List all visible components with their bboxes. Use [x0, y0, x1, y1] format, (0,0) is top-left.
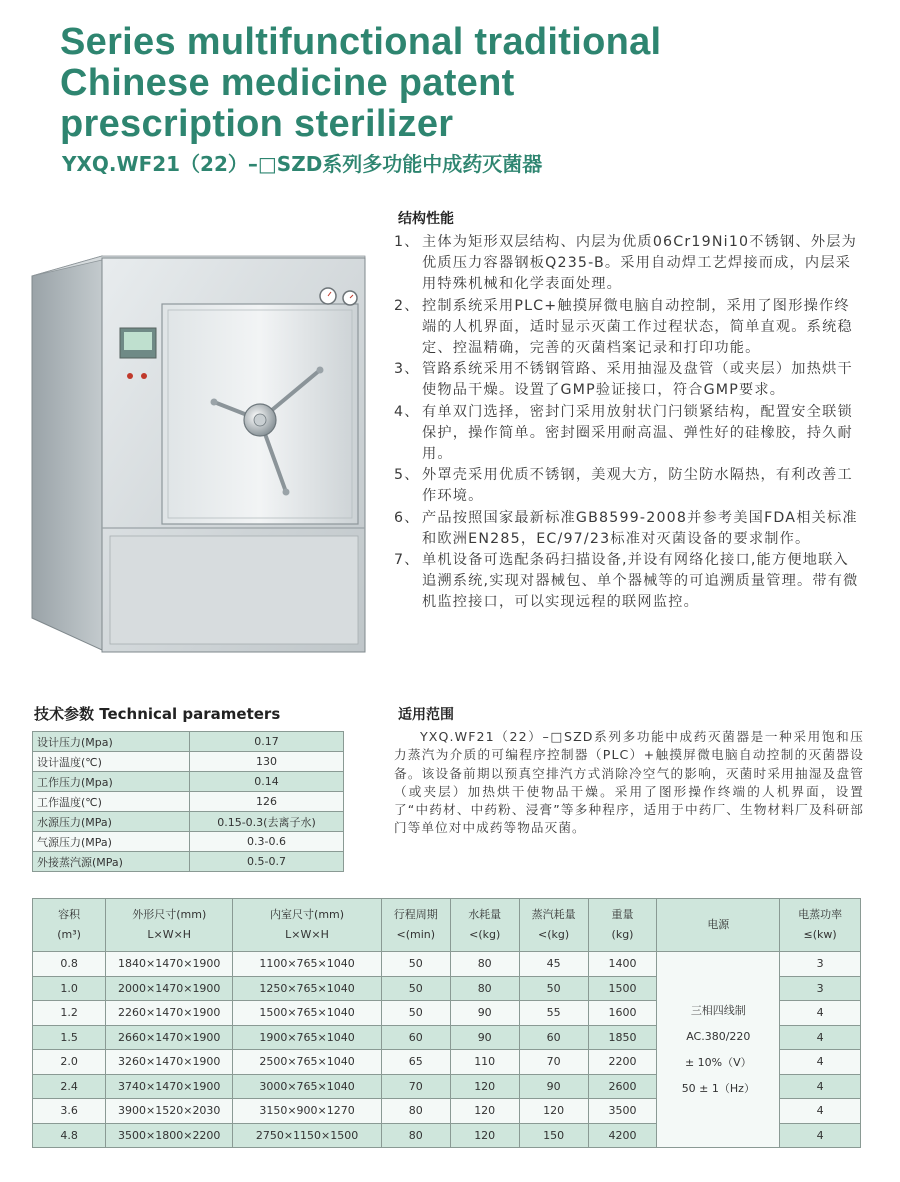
- title-line-1: Series multifunctional traditional: [60, 21, 662, 63]
- table-cell: 50: [381, 952, 450, 977]
- table-cell: 1250×765×1040: [233, 976, 382, 1001]
- table-cell: 1600: [588, 1001, 657, 1026]
- table-cell: 80: [450, 952, 519, 977]
- table-cell: 4: [780, 1074, 861, 1099]
- table-cell: 2500×765×1040: [233, 1050, 382, 1075]
- sterilizer-image: [20, 248, 370, 658]
- param-value: 0.17: [190, 732, 344, 752]
- title-line-3: prescription sterilizer: [60, 103, 454, 145]
- table-row: [33, 852, 344, 872]
- table-cell: 3: [780, 976, 861, 1001]
- column-header: 电蒸功率 ≤(kw): [780, 899, 861, 952]
- table-cell: 3: [780, 952, 861, 977]
- specs-table: [32, 898, 861, 1148]
- table-cell: 2.4: [33, 1074, 106, 1099]
- table-row: [33, 792, 344, 812]
- table-cell: 1900×765×1040: [233, 1025, 382, 1050]
- param-label: 设计温度(℃): [33, 752, 190, 772]
- title-english: [60, 22, 880, 145]
- scope-text: YXQ.WF21（22）–□SZD系列多功能中成药灭菌器是一种采用饱和压力蒸汽为介质的可编程序控制器（PLC）+触摸屏微电脑自动控制的灭菌器设备。该设备前期以预真空排汽方式消除冷空气的影响，灭菌时采用抽湿及盘管（或夹层）加热烘干使物品干燥。采用了图形操作终端的人机界面，设置了“中药材、中药粉、浸膏”等多种程序，适用于中药厂、生物材料厂及科研部门等单位对中成药等物品灭菌。: [394, 729, 864, 836]
- table-cell: 60: [519, 1025, 588, 1050]
- power-line: AC.380/220: [686, 1029, 751, 1043]
- param-label: 工作温度(℃): [33, 792, 190, 812]
- param-value: 0.5-0.7: [190, 852, 344, 872]
- table-cell: 4: [780, 1025, 861, 1050]
- table-cell: 70: [381, 1074, 450, 1099]
- param-label: 水源压力(MPa): [33, 812, 190, 832]
- table-cell: 1400: [588, 952, 657, 977]
- table-cell: 2200: [588, 1050, 657, 1075]
- table-cell: 65: [381, 1050, 450, 1075]
- column-header: 蒸汽耗量 <(kg): [519, 899, 588, 952]
- param-label: 气源压力(MPa): [33, 832, 190, 852]
- table-cell: 150: [519, 1123, 588, 1148]
- structure-item: 2、 控制系统采用PLC+触摸屏微电脑自动控制，采用了图形操作终端的人机界面，适时显示灭菌工作过程状态，简单直观。系统稳定、控温精确，完善的灭菌档案记录和打印功能。: [394, 297, 853, 357]
- power-supply-cell: [657, 952, 780, 1148]
- title-chinese: YXQ.WF21（22）–□SZD系列多功能中成药灭菌器: [62, 152, 543, 176]
- table-cell: 3150×900×1270: [233, 1099, 382, 1124]
- table-cell: 70: [519, 1050, 588, 1075]
- scope-heading: 适用范围: [398, 707, 454, 723]
- table-cell: 1500×765×1040: [233, 1001, 382, 1026]
- tech-params-heading: 技术参数 Technical parameters: [34, 705, 281, 723]
- power-line: ± 10%（V）: [684, 1055, 752, 1069]
- param-value: 126: [190, 792, 344, 812]
- table-cell: 120: [519, 1099, 588, 1124]
- table-row: [33, 772, 344, 792]
- table-cell: 45: [519, 952, 588, 977]
- param-label: 设计压力(Mpa): [33, 732, 190, 752]
- table-cell: 120: [450, 1099, 519, 1124]
- table-cell: 3740×1470×1900: [106, 1074, 233, 1099]
- table-cell: 80: [381, 1099, 450, 1124]
- table-cell: 55: [519, 1001, 588, 1026]
- table-cell: 1850: [588, 1025, 657, 1050]
- table-row: [33, 812, 344, 832]
- table-cell: 4: [780, 1001, 861, 1026]
- column-header: 电源: [657, 899, 780, 952]
- table-cell: 120: [450, 1123, 519, 1148]
- table-cell: 120: [450, 1074, 519, 1099]
- table-cell: 50: [519, 976, 588, 1001]
- table-cell: 3500: [588, 1099, 657, 1124]
- table-cell: 3900×1520×2030: [106, 1099, 233, 1124]
- table-cell: 4: [780, 1050, 861, 1075]
- column-header: 水耗量 <(kg): [450, 899, 519, 952]
- column-header: 重量 (kg): [588, 899, 657, 952]
- table-row: [33, 752, 344, 772]
- table-cell: 4.8: [33, 1123, 106, 1148]
- table-row: [33, 952, 861, 977]
- table-header-row: [33, 899, 861, 952]
- table-cell: 3260×1470×1900: [106, 1050, 233, 1075]
- structure-item: 3、 管路系统采用不锈钢管路、采用抽湿及盘管（或夹层）加热烘干使物品干燥。设置了GMP验证接口，符合GMP要求。: [394, 361, 853, 399]
- column-header: 外形尺寸(mm) L×W×H: [106, 899, 233, 952]
- table-cell: 80: [381, 1123, 450, 1148]
- power-line: 三相四线制: [690, 1003, 746, 1017]
- table-cell: 3000×765×1040: [233, 1074, 382, 1099]
- structure-item: 7、 单机设备可选配条码扫描设备,并设有网络化接口,能方便地联入追溯系统,实现对器械包、单个器械等的可追溯质量管理。带有微机监控接口，可以实现远程的联网监控。: [394, 552, 859, 611]
- column-header: 内室尺寸(mm) L×W×H: [233, 899, 382, 952]
- table-cell: 50: [381, 1001, 450, 1026]
- param-value: 0.15-0.3(去离子水): [190, 812, 344, 832]
- table-cell: 0.8: [33, 952, 106, 977]
- structure-item: 6、 产品按照国家最新标准GB8599-2008并参考美国FDA相关标准和欧洲EN285，EC/97/23标准对灭菌设备的要求制作。: [394, 509, 858, 547]
- table-cell: 4: [780, 1099, 861, 1124]
- table-cell: 2660×1470×1900: [106, 1025, 233, 1050]
- table-cell: 2260×1470×1900: [106, 1001, 233, 1026]
- table-cell: 80: [450, 976, 519, 1001]
- table-cell: 3500×1800×2200: [106, 1123, 233, 1148]
- table-cell: 1500: [588, 976, 657, 1001]
- structure-item: 4、 有单双门选择，密封门采用放射状门闩锁紧结构，配置安全联锁保护，操作简单。密封圈采用耐高温、弹性好的硅橡胶，持久耐用。: [394, 403, 853, 463]
- table-cell: 90: [519, 1074, 588, 1099]
- table-cell: 2000×1470×1900: [106, 976, 233, 1001]
- table-cell: 1100×765×1040: [233, 952, 382, 977]
- specs-body: [33, 952, 861, 1148]
- table-cell: 50: [381, 976, 450, 1001]
- param-label: 工作压力(Mpa): [33, 772, 190, 792]
- table-row: [33, 732, 344, 752]
- title-line-2: Chinese medicine patent: [60, 62, 515, 104]
- table-cell: 60: [381, 1025, 450, 1050]
- column-header: 行程周期 <(min): [381, 899, 450, 952]
- table-row: [33, 832, 344, 852]
- tech-params-table: [32, 731, 344, 872]
- table-cell: 4: [780, 1123, 861, 1148]
- table-cell: 90: [450, 1001, 519, 1026]
- table-cell: 110: [450, 1050, 519, 1075]
- table-cell: 90: [450, 1025, 519, 1050]
- param-value: 130: [190, 752, 344, 772]
- param-label: 外接蒸汽源(MPa): [33, 852, 190, 872]
- structure-list: [394, 232, 864, 614]
- column-header: 容积 (m³): [33, 899, 106, 952]
- table-cell: 2600: [588, 1074, 657, 1099]
- table-cell: 4200: [588, 1123, 657, 1148]
- table-cell: 1840×1470×1900: [106, 952, 233, 977]
- table-cell: 2.0: [33, 1050, 106, 1075]
- param-value: 0.3-0.6: [190, 832, 344, 852]
- param-value: 0.14: [190, 772, 344, 792]
- structure-item: 1、 主体为矩形双层结构、内层为优质06Cr19Ni10不锈钢、外层为优质压力容器钢板Q235-B。采用自动焊工艺焊接而成，内层采用特殊机械和化学表面处理。: [394, 234, 857, 293]
- table-cell: 2750×1150×1500: [233, 1123, 382, 1148]
- table-cell: 1.0: [33, 976, 106, 1001]
- table-cell: 1.2: [33, 1001, 106, 1026]
- power-line: 50 ± 1（Hz）: [681, 1081, 755, 1095]
- table-cell: 3.6: [33, 1099, 106, 1124]
- table-cell: 1.5: [33, 1025, 106, 1050]
- structure-item: 5、 外罩壳采用优质不锈钢，美观大方，防尘防水隔热，有利改善工作环境。: [394, 467, 853, 505]
- structure-heading: 结构性能: [398, 211, 454, 227]
